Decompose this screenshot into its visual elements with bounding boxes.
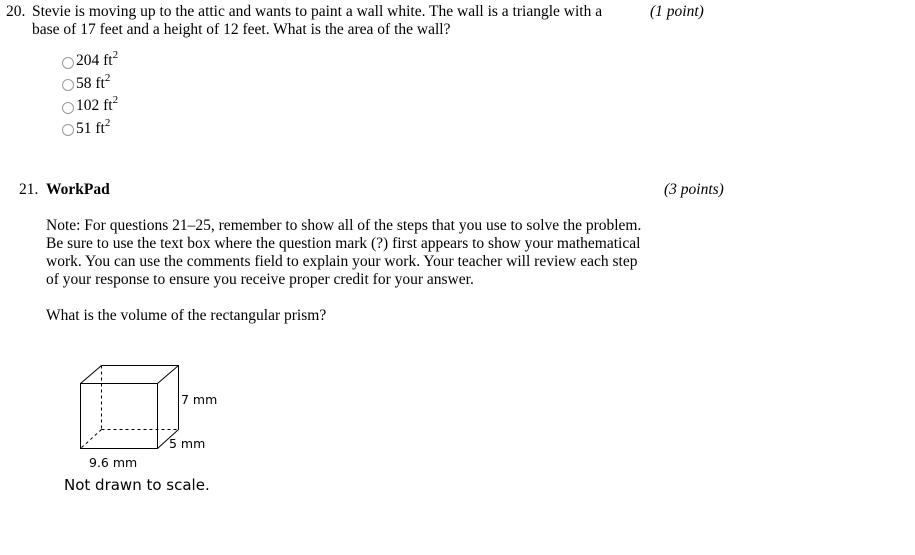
width-label: 9.6 mm: [89, 455, 138, 470]
prism-hidden-diagonal: [81, 430, 102, 449]
question-21-prompt: What is the volume of the rectangular prism?: [46, 307, 327, 324]
option-label: 51 $ft^2$: [76, 116, 111, 137]
question-21-title: WorkPad: [46, 181, 110, 198]
question-21-number: 21.: [19, 181, 39, 198]
workpad-note: Note: For questions 21–25, remember to show all of the steps that you use to solve the problem. Be sure to use the text box where the question mark (?) first appears to show your mathematical work. You can use the comments field to explain your work. Your teacher will review each step of your response to ensure you receive proper credit for your answer.: [46, 217, 642, 288]
option-label: 102 $ft^2$: [76, 94, 119, 115]
answer-options: [62, 50, 118, 140]
figure-caption: Not drawn to scale.: [64, 476, 210, 494]
prism-front-face: [81, 384, 158, 449]
answer-option-4[interactable]: [62, 118, 118, 141]
radio-button-icon[interactable]: [62, 124, 74, 136]
option-label: 204 $ft^2$: [76, 49, 119, 70]
prism-edge-top-right: [158, 366, 179, 384]
height-label: 7 mm: [181, 392, 218, 407]
question-20-points: (1 point): [650, 3, 704, 20]
rectangular-prism-figure: [70, 355, 240, 475]
radio-button-icon[interactable]: [62, 57, 74, 69]
radio-button-icon[interactable]: [62, 102, 74, 114]
radio-button-icon[interactable]: [62, 79, 74, 91]
answer-option-2[interactable]: [62, 73, 118, 96]
depth-label: 5 mm: [169, 436, 206, 451]
question-20-number: 20.: [6, 3, 26, 20]
answer-option-1[interactable]: [62, 50, 118, 73]
prism-edge-top-left: [81, 366, 102, 384]
option-label: 58 $ft^2$: [76, 71, 111, 92]
question-20-text: Stevie is moving up to the attic and wants to paint a wall white. The wall is a triangle with a base of 17 feet and a height of 12 feet. What is the area of the wall?: [32, 3, 603, 38]
question-21-points: (3 points): [664, 181, 724, 198]
answer-option-3[interactable]: [62, 95, 118, 118]
